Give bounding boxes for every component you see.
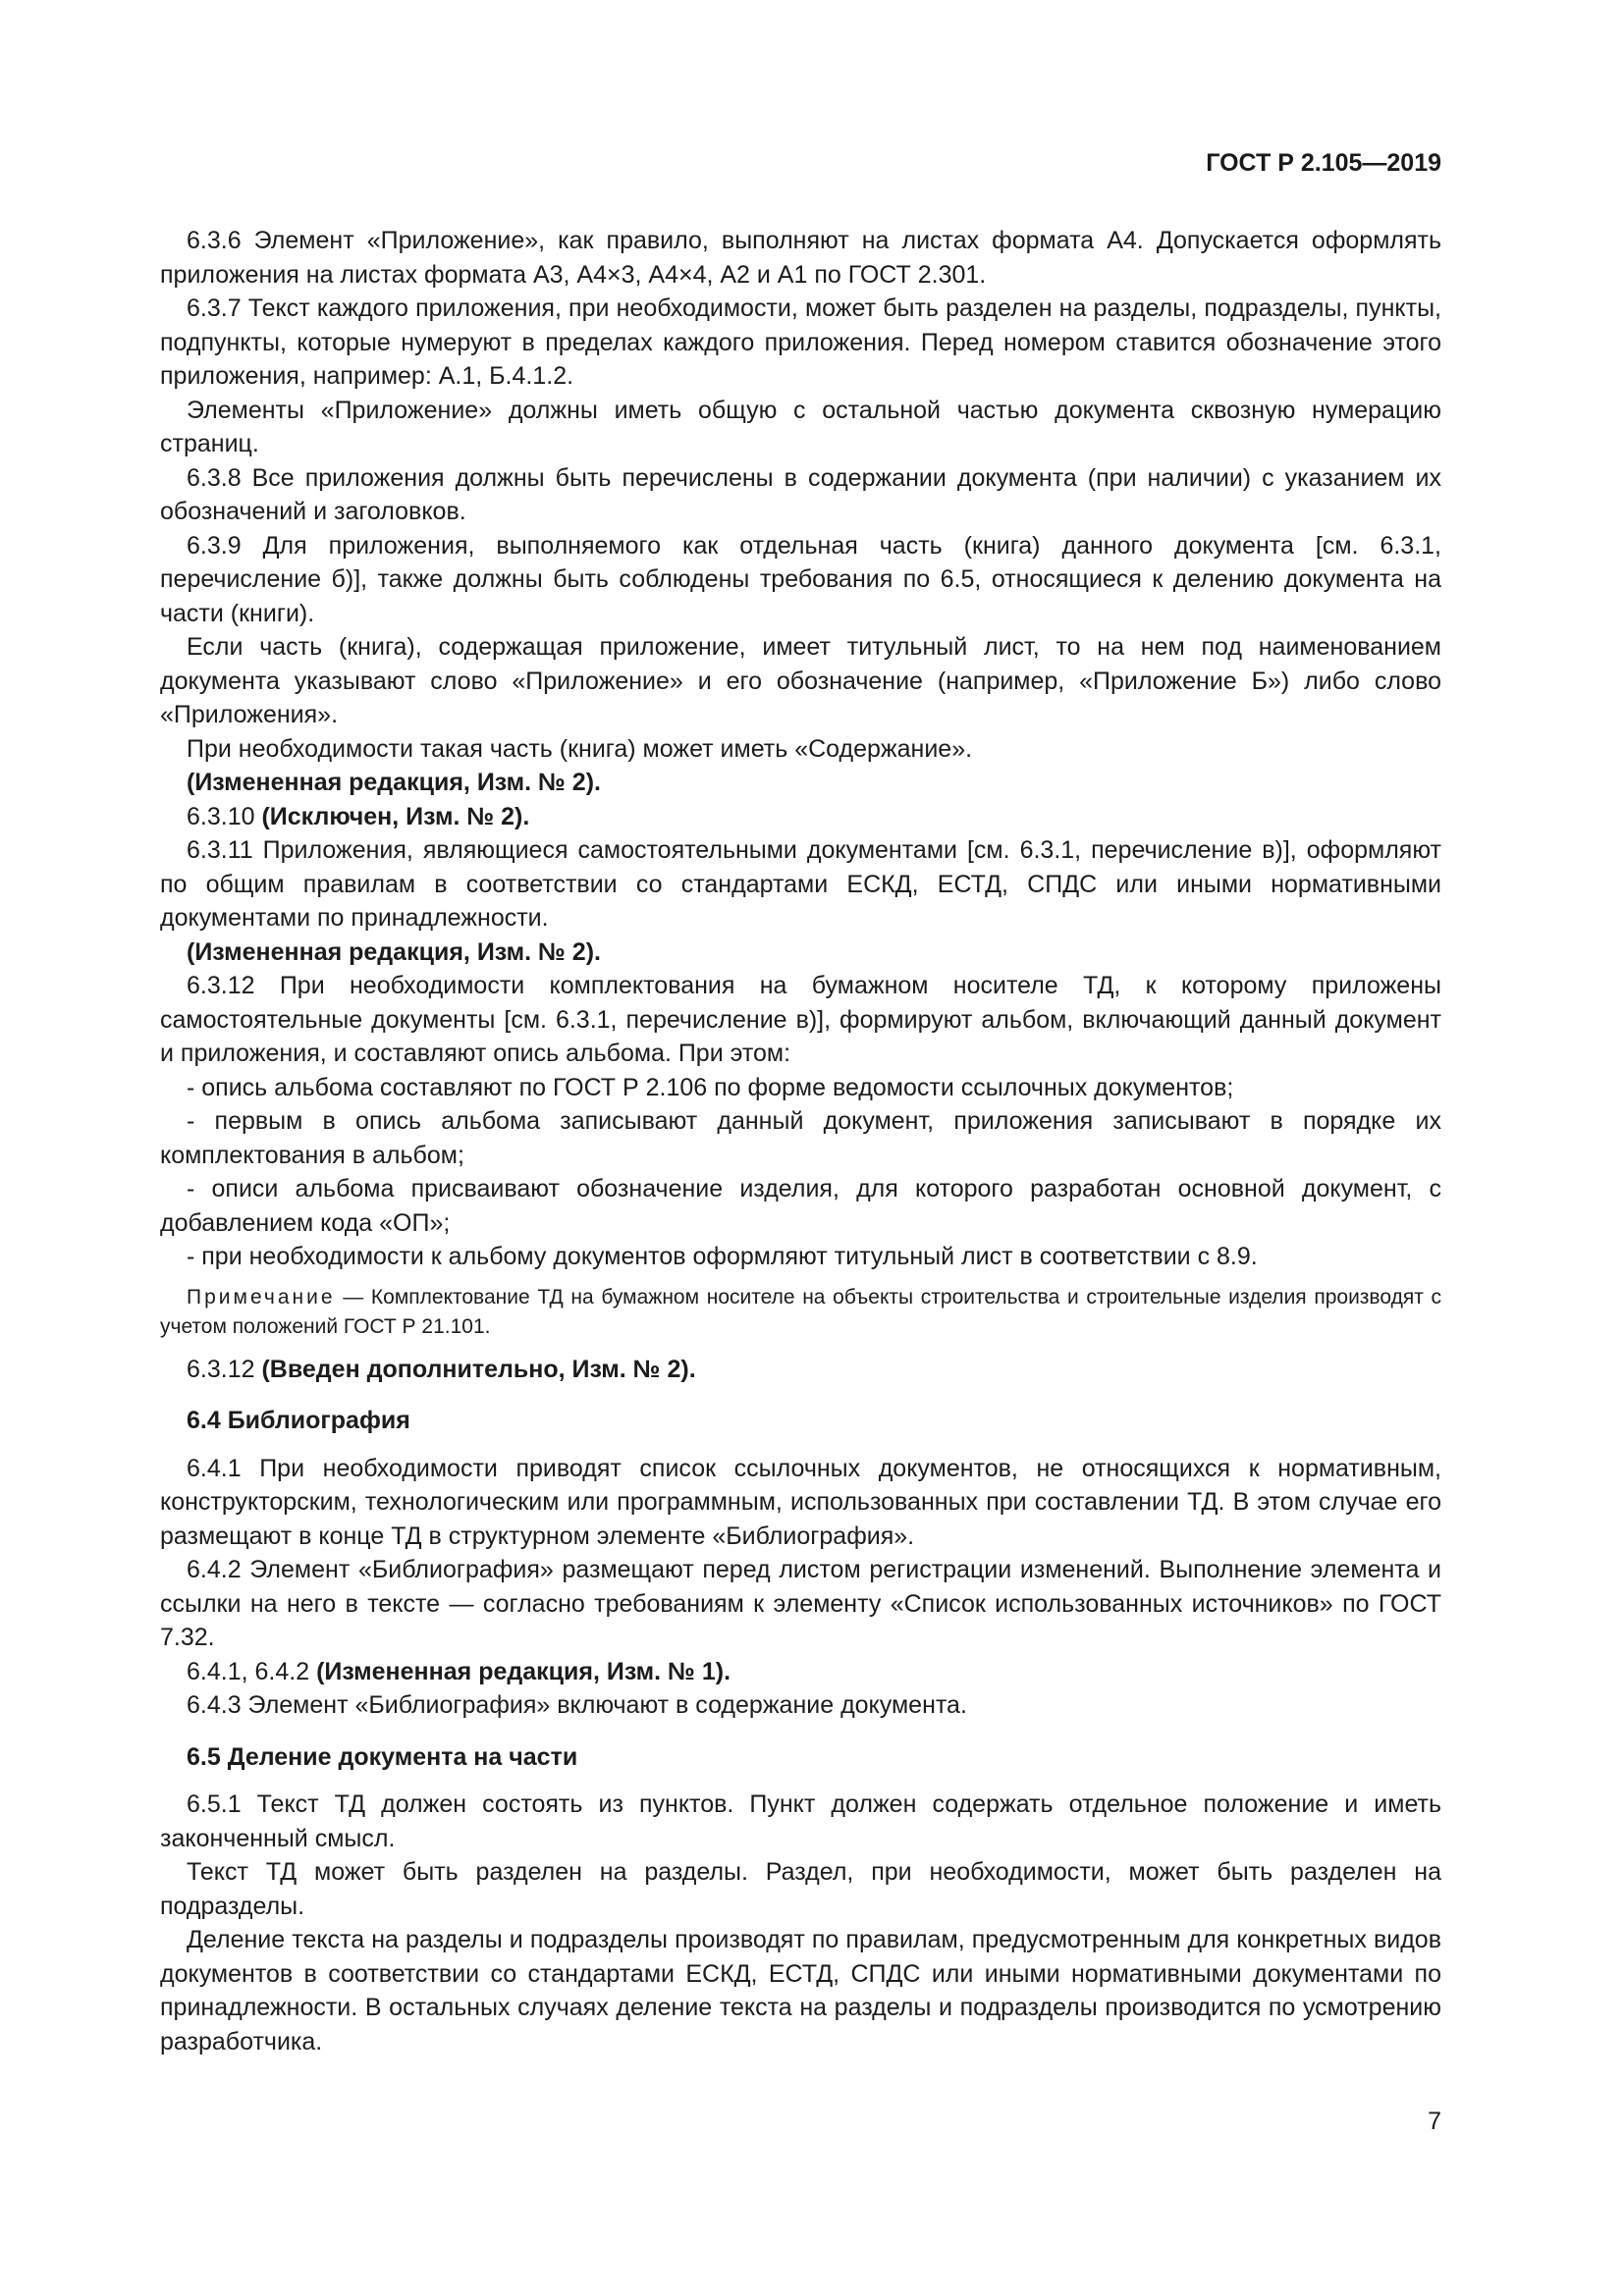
paragraph-6-4-amendment — [160, 1655, 1441, 1689]
list-item: - опись альбома составляют по ГОСТ Р 2.106 по форме ведомости ссылочных документов; — [187, 1073, 1234, 1101]
document-header: ГОСТ Р 2.105—2019 — [1206, 149, 1441, 177]
paragraph-6-4-3: 6.4.3 Элемент «Библиография» включают в содержание документа. — [187, 1691, 967, 1719]
paragraph-6-3-12-amendment — [160, 1353, 1441, 1387]
clause-number: 6.4.1, 6.4.2 — [187, 1657, 310, 1685]
paragraph-6-3-9: 6.3.9 Для приложения, выполняемого как отдельная часть (книга) данного документа [см. 6.3.1, перечисление б)], также должны быть соблюдены требования по 6.5, относящиеся к делению документа на части (книги). — [160, 531, 1441, 627]
paragraph-6-4-2: 6.4.2 Элемент «Библиография» размещают перед листом регистрации изменений. Выполнение элемента и ссылки на него в тексте — согласно требованиям к элементу «Список использованных источников» по ГОСТ 7.32. — [160, 1556, 1441, 1651]
note — [160, 1283, 1441, 1342]
paragraph-6-3-6: 6.3.6 Элемент «Приложение», как правило, выполняют на листах формата А4. Допускается оформлять приложения на листах формата А3, А4×3, А4×4, А2 и А1 по ГОСТ 2.301. — [160, 227, 1441, 289]
paragraph-6-3-10 — [160, 800, 1441, 834]
section-heading-6-4: 6.4 Библиография — [187, 1407, 410, 1434]
paragraph: При необходимости такая часть (книга) может иметь «Содержание». — [187, 734, 973, 763]
paragraph: Если часть (книга), содержащая приложение, имеет титульный лист, то на нем под наименованием документа указывают слово «Приложение» и его обозначение (например, «Приложение Б») либо слово «Приложения». — [160, 633, 1441, 728]
paragraph-6-3-12: 6.3.12 При необходимости комплектования на бумажном носителе ТД, к которому приложены самостоятельные документы [см. 6.3.1, перечисление в)], формируют альбом, включающий данный документ и приложения, и составляют опись альбома. При этом: — [160, 972, 1441, 1067]
amendment-note: (Измененная редакция, Изм. № 2). — [187, 769, 601, 796]
amendment-note: (Измененная редакция, Изм. № 1). — [316, 1657, 731, 1685]
list-item: - при необходимости к альбому документов оформляют титульный лист в соответствии с 8.9. — [187, 1243, 1258, 1270]
clause-number: 6.3.10 — [187, 802, 255, 830]
clause-number: 6.3.12 — [187, 1355, 255, 1383]
paragraph-6-5-1: 6.5.1 Текст ТД должен состоять из пунктов. Пункт должен содержать отдельное положение и иметь законченный смысл. — [160, 1790, 1441, 1852]
list-item: - описи альбома присваивают обозначение изделия, для которого разработан основной документ, с добавлением кода «ОП»; — [160, 1175, 1441, 1237]
paragraph: Текст ТД может быть разделен на разделы. Раздел, при необходимости, может быть разделен на подразделы. — [160, 1858, 1441, 1920]
paragraph-6-3-11: 6.3.11 Приложения, являющиеся самостоятельными документами [см. 6.3.1, перечисление в)], оформляют по общим правилам в соответствии со стандартами ЕСКД, ЕСТД, СПДС или иными нормативными документами по принадлежности. — [160, 836, 1441, 932]
page-number: 7 — [1428, 2108, 1441, 2135]
paragraph-6-4-1: 6.4.1 При необходимости приводят список ссылочных документов, не относящихся к нормативным, конструкторским, технологическим или программным, использованных при составлении ТД. В этом случае его размещают в конце ТД в структурном элементе «Библиография». — [160, 1454, 1441, 1550]
amendment-note: (Измененная редакция, Изм. № 2). — [187, 937, 601, 966]
amendment-note: (Исключен, Изм. № 2). — [261, 802, 530, 830]
list-item: - первым в опись альбома записывают данный документ, приложения записывают в порядке их комплектования в альбом; — [160, 1107, 1441, 1169]
paragraph-6-3-7: 6.3.7 Текст каждого приложения, при необходимости, может быть разделен на разделы, подразделы, пункты, подпункты, которые нумеруют в пределах каждого приложения. Перед номером ставится обозначение этого приложения, например: А.1, Б.4.1.2. — [160, 294, 1441, 390]
section-heading-6-5: 6.5 Деление документа на части — [187, 1742, 578, 1771]
paragraph-6-3-8: 6.3.8 Все приложения должны быть перечислены в содержании документа (при наличии) с указанием их обозначений и заголовков. — [160, 463, 1441, 525]
note-text: — Комплектование ТД на бумажном носителе на объекты строительства и строительные изделия производят с учетом положений ГОСТ Р 21.101. — [160, 1285, 1441, 1338]
amendment-note: (Введен дополнительно, Изм. № 2). — [261, 1355, 696, 1383]
document-body — [160, 224, 1441, 2058]
paragraph: Деление текста на разделы и подразделы производят по правилам, предусмотренным для конкретных видов документов в соответствии со стандартами ЕСКД, ЕСТД, СПДС или иными нормативными документами по принадлежности. В остальных случаях деление текста на разделы и подразделы производится по усмотрению разработчика. — [160, 1926, 1441, 2056]
note-label: Примечание — [187, 1285, 336, 1308]
paragraph: Элементы «Приложение» должны иметь общую с остальной частью документа сквозную нумерацию страниц. — [160, 396, 1441, 457]
